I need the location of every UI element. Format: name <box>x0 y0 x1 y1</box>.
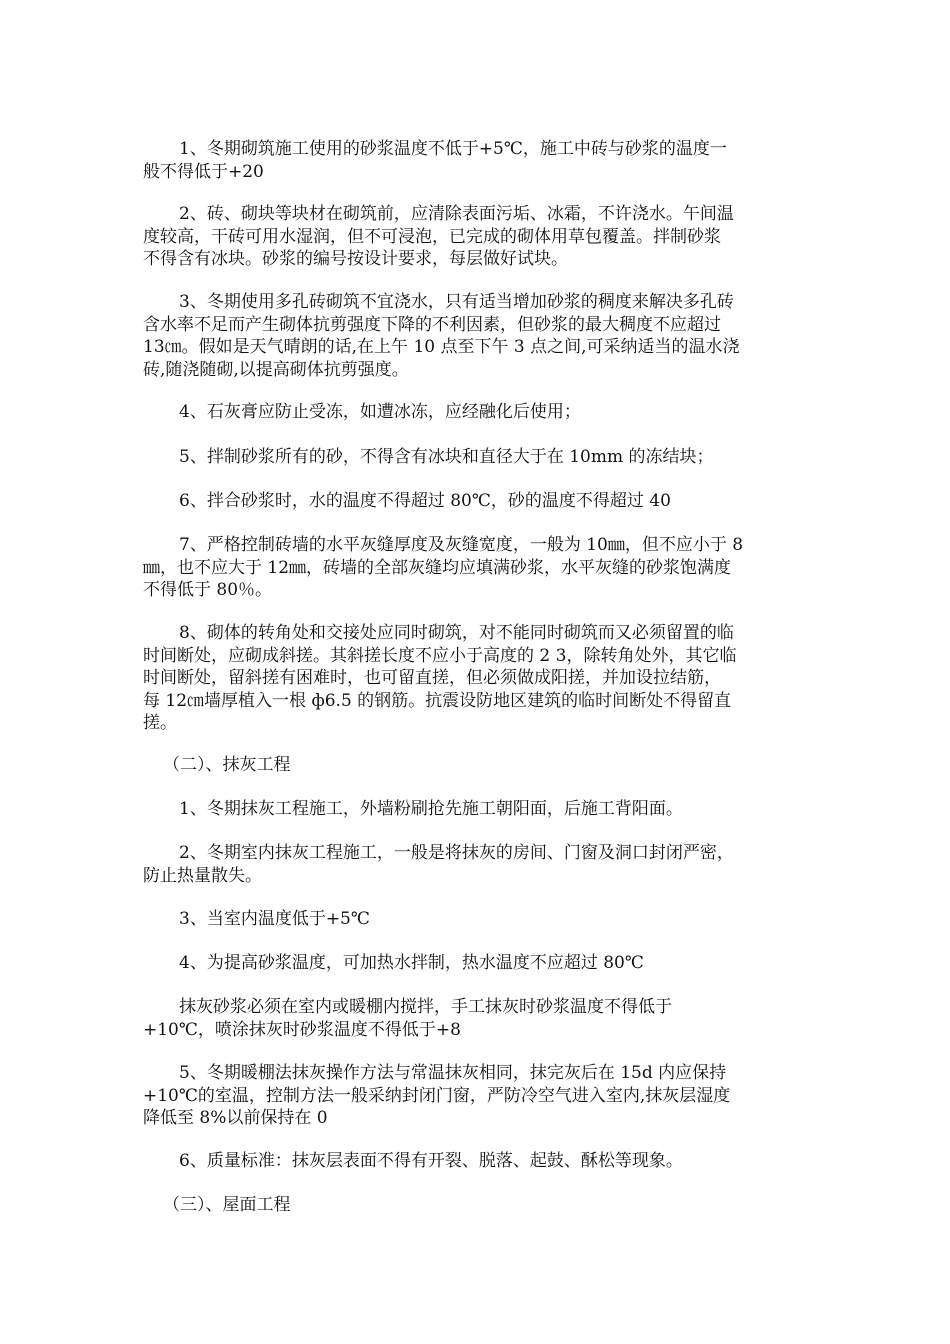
section-heading-roofing <box>143 1194 803 1217</box>
paragraph-13 <box>143 996 803 1041</box>
paragraph-2 <box>143 203 803 271</box>
paragraph-10 <box>143 842 803 887</box>
paragraph-6 <box>143 490 803 513</box>
text-line: 不得含有冰块。砂浆的编号按设计要求，每层做好试块。 <box>143 249 568 269</box>
text-line: 砖,随浇随砌,以提高砌体抗剪强度。 <box>143 359 409 380</box>
section-heading: （三）、屋面工程 <box>163 1195 291 1215</box>
text-line: 7、严格控制砖墙的水平灰缝厚度及灰缝宽度，一般为 10㎜，但不应小于 8 <box>179 535 744 555</box>
text-line: 3、当室内温度低于+5℃ <box>179 909 370 929</box>
text-line: 6、拌合砂浆时，水的温度不得超过 80℃，砂的温度不得超过 40 <box>179 491 671 511</box>
text-line: 6、质量标准：抹灰层表面不得有开裂、脱落、起鼓、酥松等现象。 <box>179 1151 683 1171</box>
text-line: 不得低于 80％。 <box>143 580 273 600</box>
text-line: 5、拌制砂浆所有的砂，不得含有冰块和直径大于在 10mm 的冻结块； <box>179 447 714 467</box>
paragraph-12 <box>143 952 803 975</box>
section-heading-plastering <box>143 754 803 777</box>
paragraph-14 <box>143 1062 803 1130</box>
text-line: 5、冬期暖棚法抹灰操作方法与常温抹灰相同，抹完灰后在 15d 内应保持 <box>179 1063 727 1083</box>
text-line: 4、为提高砂浆温度，可加热水拌制，热水温度不应超过 80℃ <box>179 953 644 973</box>
text-line: 时间断处，应砌成斜搓。其斜搓长度不应小于高度的 2 3，除转角处外，其它临 <box>143 645 737 666</box>
paragraph-11 <box>143 908 803 931</box>
text-line: 1、冬期砌筑施工使用的砂浆温度不低于+5℃，施工中砖与砂浆的温度一 <box>179 139 727 159</box>
text-line: 13㎝。假如是天气晴朗的话,在上午 10 点至下午 3 点之间,可采纳适当的温水浇 <box>143 337 740 357</box>
paragraph-7 <box>143 534 803 602</box>
text-line: 3、冬期使用多孔砖砌筑不宜浇水，只有适当增加砂浆的稠度来解决多孔砖 <box>179 292 734 312</box>
text-line: ㎜，也不应大于 12㎜，砖墙的全部灰缝均应填满砂浆，水平灰缝的砂浆饱满度 <box>143 557 732 578</box>
text-line: +10℃，喷涂抹灰时砂浆温度不得低于+8 <box>143 1019 461 1040</box>
text-line: 抹灰砂浆必须在室内或暖棚内搅拌，手工抹灰时砂浆温度不得低于 <box>179 997 672 1017</box>
text-line: 般不得低于+20 <box>143 161 264 182</box>
paragraph-1 <box>143 138 803 183</box>
text-line: 降低至 8%以前保持在 0 <box>143 1108 328 1128</box>
text-line: 2、砖、砌块等块材在砌筑前，应清除表面污垢、冰霜，不许浇水。午间温 <box>179 204 734 224</box>
text-line: 度较高，干砖可用水湿润，但不可浸泡，已完成的砌体用草包覆盖。拌制砂浆 <box>143 226 721 247</box>
text-line: 每 12㎝墙厚植入一根 ф6.5 的钢筋。抗震设防地区建筑的临时间断处不得留直 <box>143 690 732 711</box>
paragraph-3 <box>143 291 803 381</box>
text-line: +10℃的室温，控制方法一般采纳封闭门窗，严防冷空气进入室内,抹灰层湿度 <box>143 1085 731 1106</box>
text-line: 含水率不足而产生砌体抗剪强度下降的不利因素，但砂浆的最大稠度不应超过 <box>143 314 721 335</box>
text-line: 时间断处，留斜搓有困难时，也可留直搓，但必须做成阳搓，并加设拉结筋， <box>143 668 721 688</box>
text-line: 4、石灰膏应防止受冻，如遭冰冻，应经融化后使用； <box>179 402 581 422</box>
section-heading: （二）、抹灰工程 <box>163 755 291 775</box>
text-line: 8、砌体的转角处和交接处应同时砌筑，对不能同时砌筑而又必须留置的临 <box>179 623 734 643</box>
paragraph-15 <box>143 1150 803 1173</box>
text-line: 1、冬期抹灰工程施工，外墙粉刷抢先施工朝阳面，后施工背阳面。 <box>179 799 683 819</box>
paragraph-5 <box>143 446 803 469</box>
text-line: 搓。 <box>143 713 177 733</box>
paragraph-4 <box>143 401 803 424</box>
paragraph-9 <box>143 798 803 821</box>
text-line: 2、冬期室内抹灰工程施工，一般是将抹灰的房间、门窗及洞口封闭严密， <box>179 843 734 863</box>
text-line: 防止热量散失。 <box>143 865 262 886</box>
paragraph-8 <box>143 622 803 735</box>
